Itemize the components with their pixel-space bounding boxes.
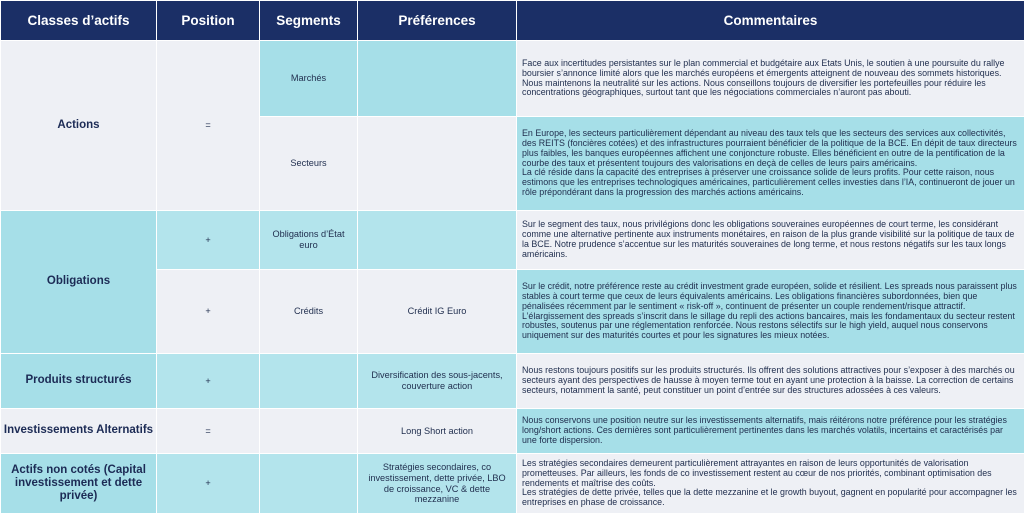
comment-marches: Face aux incertitudes persistantes sur le plan commercial et budgétaire aux Etats Unis, le soutien à une poursuite du rallye boursier s’annonce limité alors que les marchés européens et émergents atteignent de nouveau des sommets historiques. Nous maintenons la neutralité sur les actions. Nous conseillons toujours de diversifier les portefeuilles pour réduire les concentrations géographiques, surtout tant que les négociations commerciales n’auront pas abouti. — [517, 41, 1024, 117]
segment-marches: Marchés — [260, 41, 358, 117]
comment-secteurs — [517, 117, 1024, 211]
position-actions: = — [157, 41, 260, 211]
comment-investissements-alternatifs: Nous conservons une position neutre sur les investissements alternatifs, mais réitérons notre préférence pour les stratégies long/short actions. Ces dernières sont particulièrement pertinentes dans les marchés volatils, incertains et caractérisés par une forte dispersion. — [517, 409, 1024, 454]
header-position: Position — [157, 1, 260, 41]
segment-produits-structures — [260, 354, 358, 409]
segment-credits: Crédits — [260, 270, 358, 354]
segment-investissements-alternatifs — [260, 409, 358, 454]
asset-investissements-alternatifs: Investissements Alternatifs — [1, 409, 157, 454]
table-row — [1, 354, 1024, 409]
preference-secteurs — [358, 117, 517, 211]
comment-actifs-non-cotes — [517, 454, 1024, 514]
comment-credits: Sur le crédit, notre préférence reste au crédit investment grade européen, solide et résilient. Les spreads nous paraissent plus stables à court terme que ceux de leurs équivalents américains. Les obligations financières subordonnées, bien que pénalisées récemment par le sentiment « risk-off », continuent de présenter un couple rendement/risque attractif. L’élargissement des spreads s’inscrit dans le sillage du repli des actions bancaires, mais les fondamentaux du secteur restent robustes, soutenus par une réglementation renforcée. Nous restons sélectifs sur le high yield, auquel nous conservons uniquement sur des maturités courtes et pour les signatures les mieux notées. — [517, 270, 1024, 354]
segment-actifs-non-cotes — [260, 454, 358, 514]
header-asset-class: Classes d’actifs — [1, 1, 157, 41]
position-actifs-non-cotes: + — [157, 454, 260, 514]
comment-obligations-etat: Sur le segment des taux, nous privilégions donc les obligations souveraines européennes de court terme, les considérant comme une alternative pertinente aux instruments monétaires, en raison de la plus grande visibilité sur la politique de taux de la BCE. Notre prudence s’accentue sur les maturités souveraines de long terme, et nous restons négatifs sur les taux longs américains. — [517, 211, 1024, 270]
comment-produits-structures: Nous restons toujours positifs sur les produits structurés. Ils offrent des solutions attractives pour s’exposer à des marchés ou secteurs ayant des perspectives de hausse à moyen terme tout en ayant une protection à la baisse. La correction de certains secteurs, notamment la santé, peut constituer un point d’entrée sur des structures adossées à ces valeurs. — [517, 354, 1024, 409]
position-investissements-alternatifs: = — [157, 409, 260, 454]
table-row — [1, 454, 1024, 514]
preference-obligations-etat — [358, 211, 517, 270]
header-comments: Commentaires — [517, 1, 1024, 41]
asset-produits-structures: Produits structurés — [1, 354, 157, 409]
asset-obligations: Obligations — [1, 211, 157, 354]
header-segments: Segments — [260, 1, 358, 41]
segment-obligations-etat: Obligations d’État euro — [260, 211, 358, 270]
preference-investissements-alternatifs: Long Short action — [358, 409, 517, 454]
table-header-row — [1, 1, 1024, 41]
position-obligations-etat: + — [157, 211, 260, 270]
table-row — [1, 211, 1024, 270]
position-produits-structures: + — [157, 354, 260, 409]
preference-credits: Crédit IG Euro — [358, 270, 517, 354]
preference-actifs-non-cotes: Stratégies secondaires, co investissement, dette privée, LBO de croissance, VC & dette mezzanine — [358, 454, 517, 514]
preference-marches — [358, 41, 517, 117]
comment-secteurs-text: En Europe, les secteurs particulièrement dépendant au niveau des taux tels que les secteurs des services aux collectivités, des REITS (foncières cotées) et des infrastructures pourraient bénéficier de la politique de la BCE. En dépit de taux directeurs plus faibles, les banques européennes affichent une conjoncture robuste. Elles bénéficient en outre de la pentification de la courbe des taux et présentent toujours des valorisations en deçà de celles de leurs pairs américains. La clé réside dans la capacité des entreprises à préserver une croissance solide de leurs profits. Pour cette raison, nous estimons que les entreprises technologiques américaines, particulièrement celles investies dans l’IA, continueront de jouer un rôle prépondérant dans la progression des marchés actions américains. — [522, 127, 1017, 198]
segment-secteurs: Secteurs — [260, 117, 358, 211]
header-preferences: Préférences — [358, 1, 517, 41]
asset-actions: Actions — [1, 41, 157, 211]
comment-actifs-non-cotes-text: Les stratégies secondaires demeurent particulièrement attrayantes en raison de leurs opportunités de valorisation prometteuses. Par ailleurs, les fonds de co investissement restent au cœur de nos priorités, combinant optimisation des rendements et maîtrise des coûts. Les stratégies de dette privée, telles que la dette mezzanine et le growth buyout, gagnent en popularité pour accompagner les entreprises en phase de croissance. — [522, 457, 1017, 508]
preference-produits-structures: Diversification des sous-jacents, couverture action — [358, 354, 517, 409]
table-row — [1, 41, 1024, 117]
table-row — [1, 409, 1024, 454]
position-credits: + — [157, 270, 260, 354]
asset-actifs-non-cotes: Actifs non cotés (Capital investissement et dette privée) — [1, 454, 157, 514]
